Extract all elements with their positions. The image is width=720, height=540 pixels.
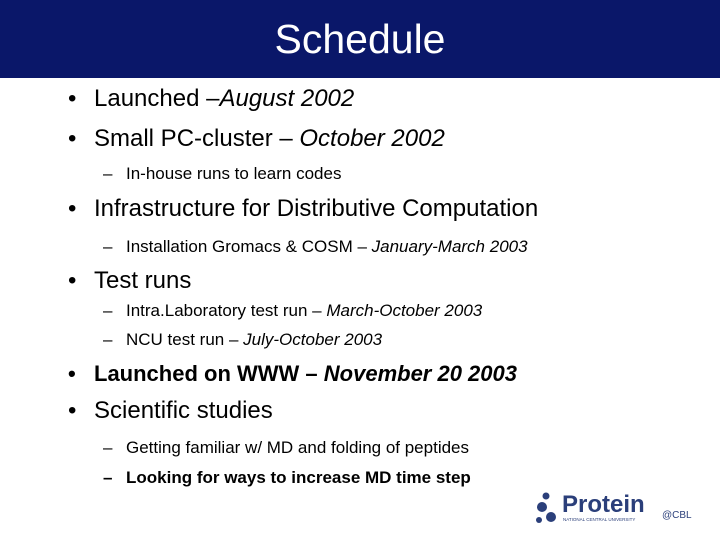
list-item-text: Small PC-cluster – October 2002 [94,125,445,152]
bullet-marker: • [68,397,77,424]
molecule-icon [536,517,542,523]
title-bar [0,0,720,78]
dash-marker: – [103,164,113,183]
logo-subtitle: NATIONAL CENTRAL UNIVERSITY [563,517,636,522]
list-item-text: Test runs [94,267,192,294]
bullet-marker: • [68,267,77,294]
molecule-icon [546,512,556,522]
logo-name: Protein [562,491,645,518]
list-item-text: In-house runs to learn codes [126,164,342,183]
slide-title: Schedule [274,16,446,62]
dash-marker: – [103,468,113,487]
list-item-text: Looking for ways to increase MD time step [126,468,471,487]
list-item-text: Installation Gromacs & COSM – January-March 2003 [126,237,528,256]
dash-marker: – [103,330,113,349]
bullet-marker: • [68,195,77,222]
list-item-text: Scientific studies [94,397,273,424]
protein-logo [534,490,714,526]
list-item-text: NCU test run – July-October 2003 [126,330,383,349]
list-item-text: Intra.Laboratory test run – March-October 2003 [126,301,483,320]
molecule-icon [537,502,547,512]
list-item-text: Launched on WWW – November 20 2003 [94,361,517,386]
bullet-marker: • [68,125,77,152]
molecule-icon [543,493,550,500]
logo-suffix: @CBL [662,510,692,521]
list-item-text: Getting familiar w/ MD and folding of peptides [126,438,470,457]
list-item-text: Infrastructure for Distributive Computation [94,195,539,222]
dash-marker: – [103,301,113,320]
list-item-text: Launched –August 2002 [94,85,355,112]
dash-marker: – [103,237,113,256]
bullet-marker: • [68,85,77,112]
bullet-marker: • [68,361,76,386]
dash-marker: – [103,438,113,457]
